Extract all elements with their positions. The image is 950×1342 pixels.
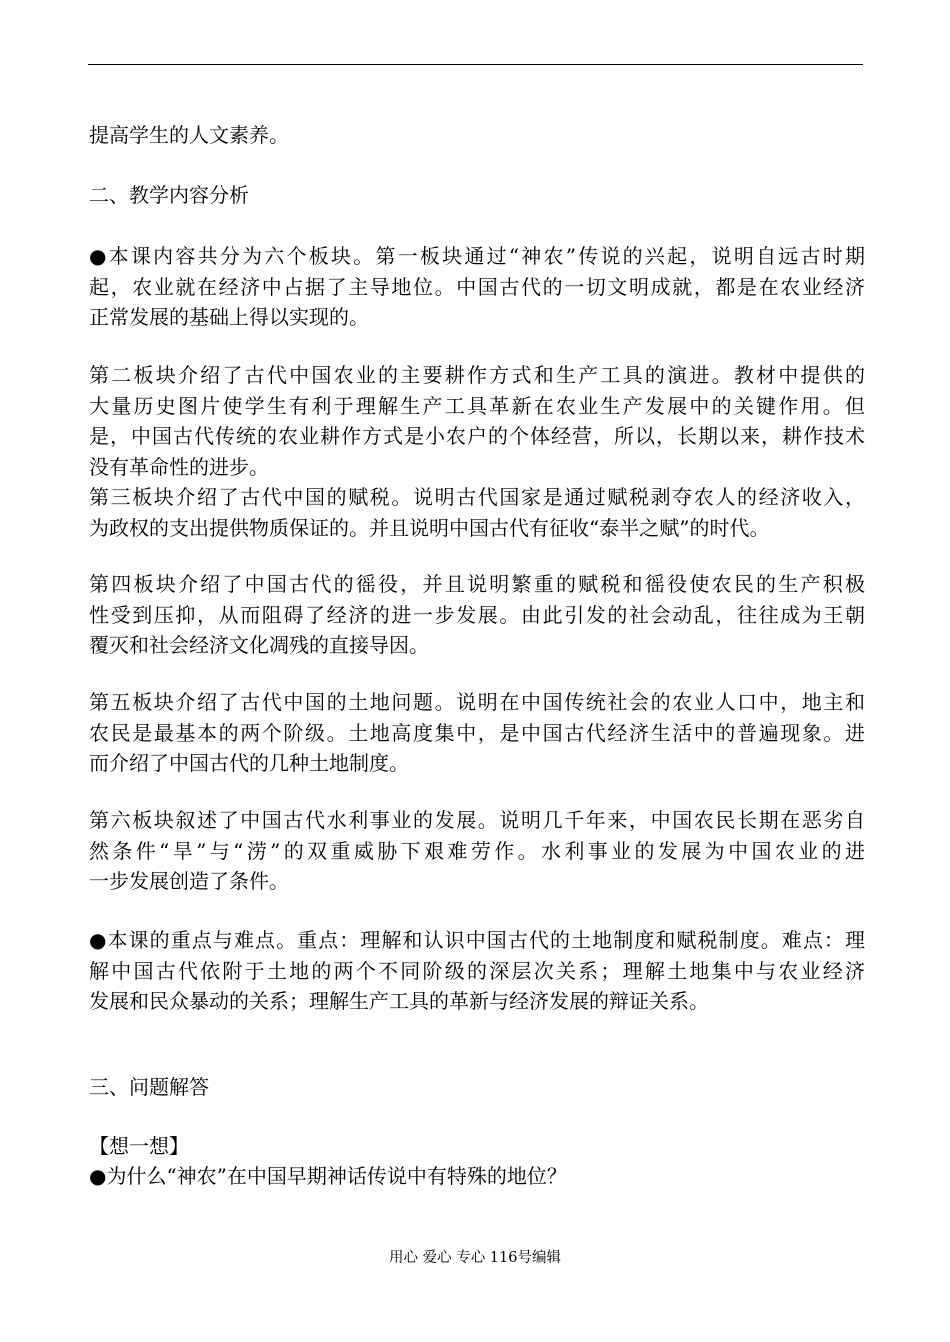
text-line: 发展和民众暴动的关系；理解生产工具的革新与经济发展的辩证关系。 [89, 989, 709, 1013]
paragraph-block6 [89, 805, 869, 897]
paragraph-key-points [89, 925, 868, 1017]
text-line: 大量历史图片使学生有利于理解生产工具革新在农业生产发展中的关键作用。但 [89, 393, 868, 418]
think-label: 【想一想】 [89, 1134, 189, 1158]
text-line: 农民是最基本的两个阶级。土地高度集中，是中国古代经济生活中的普遍现象。进 [89, 720, 867, 745]
text-line: 提高学生的人文素养。 [89, 123, 289, 147]
paragraph-block3 [89, 482, 865, 543]
paragraph-intro [89, 120, 865, 151]
text-line: 而介绍了中国古代的几种土地制度。 [89, 751, 409, 775]
question-1: ●为什么“神农”在中国早期神话传说中有特殊的地位？ [89, 1164, 567, 1188]
text-line: 然条件“旱”与“涝”的双重威胁下艰难劳作。水利事业的发展为中国农业的进 [89, 838, 869, 863]
text-line: 第五板块介绍了古代中国的土地问题。说明在中国传统社会的农业人口中，地主和 [89, 690, 867, 714]
text-line: 第三板块介绍了古代中国的赋税。说明古代国家是通过赋税剥夺农人的经济收入， [89, 485, 867, 509]
text-line: 第六板块叙述了中国古代水利事业的发展。说明几千年来，中国农民长期在恶劣自 [89, 808, 867, 832]
page-footer: 用心 爱心 专心 116号编辑 [388, 1250, 561, 1266]
text-line: 覆灭和社会经济文化凋残的直接导因。 [89, 633, 429, 657]
text-line: ●本课内容共分为六个板块。第一板块通过“神农”传说的兴起，说明自远古时期 [89, 244, 868, 268]
text-line: ●本课的重点与难点。重点：理解和认识中国古代的土地制度和赋税制度。难点：理 [89, 928, 867, 952]
text-line: 正常发展的基础上得以实现的。 [89, 305, 369, 329]
paragraph-block1 [89, 241, 868, 333]
paragraph-block4 [89, 569, 868, 661]
text-line: 没有革命性的进步。 [89, 454, 269, 479]
text-line: 为政权的支出提供物质保证的。并且说明中国古代有征收“泰半之赋”的时代。 [89, 515, 770, 540]
text-line: 性受到压抑，从而阻碍了经济的进一步发展。由此引发的社会动乱，往往成为王朝 [89, 602, 867, 627]
text-line: 是，中国古代传统的农业耕作方式是小农户的个体经营，所以，长期以来，耕作技术 [89, 424, 866, 448]
header-rule [88, 64, 863, 65]
section-heading-2: 二、教学内容分析 [89, 183, 249, 207]
paragraph-block2 [89, 360, 868, 482]
paragraph-block5 [89, 687, 865, 779]
section-heading-3: 三、问题解答 [89, 1075, 209, 1099]
text-line: 第二板块介绍了古代中国农业的主要耕作方式和生产工具的演进。教材中提供的 [89, 363, 868, 387]
text-line: 第四板块介绍了中国古代的徭役，并且说明繁重的赋税和徭役使农民的生产积极 [89, 572, 868, 596]
text-line: 一步发展创造了条件。 [89, 869, 289, 893]
text-line: 解中国古代依附于土地的两个不同阶级的深层次关系；理解土地集中与农业经济 [89, 958, 868, 983]
text-line: 起，农业就在经济中占据了主导地位。中国古代的一切文明成就，都是在农业经济 [89, 274, 867, 299]
